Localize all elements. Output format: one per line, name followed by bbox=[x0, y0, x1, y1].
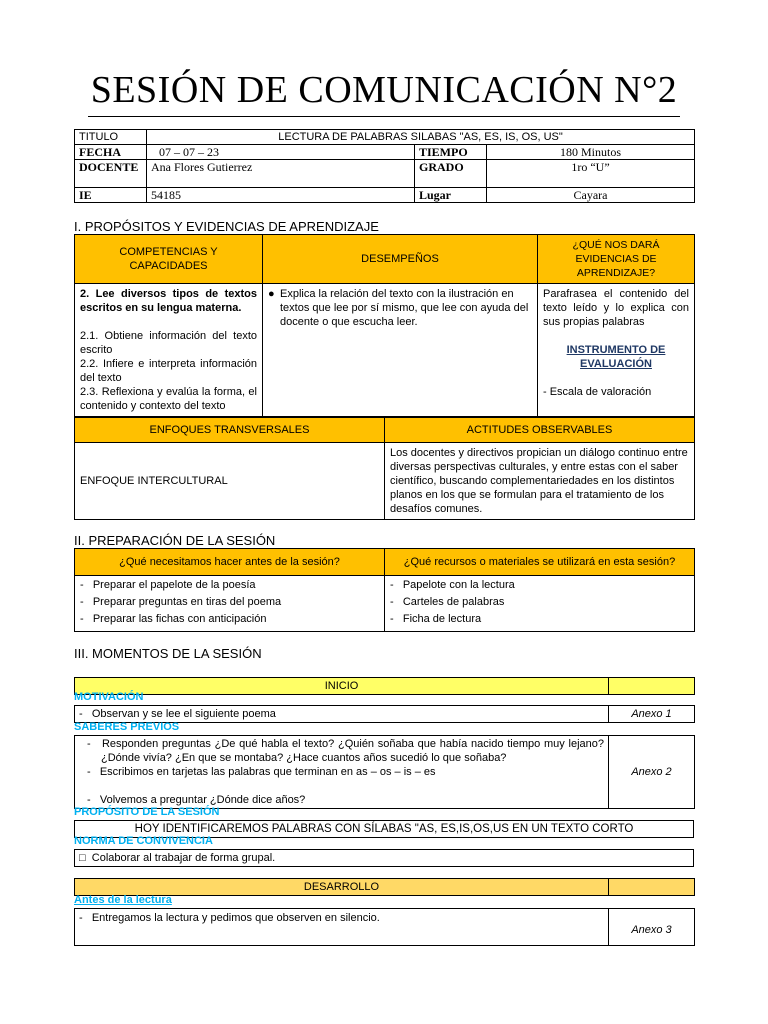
section1-heading: I. PROPÓSITOS Y EVIDENCIAS DE APRENDIZAJE bbox=[74, 219, 379, 234]
section3-heading: III. MOMENTOS DE LA SESIÓN bbox=[74, 646, 262, 661]
desempenos-header: DESEMPEÑOS bbox=[263, 235, 538, 284]
tiempo-label: TIEMPO bbox=[415, 145, 487, 160]
titulo-value: LECTURA DE PALABRAS SILABAS "AS, ES, IS, OS, US" bbox=[147, 130, 695, 145]
lugar-value: Cayara bbox=[487, 188, 695, 203]
ie-value: 54185 bbox=[147, 188, 415, 203]
fecha-value: 07 – 07 – 23 bbox=[147, 145, 415, 160]
anexo2-ref: Anexo 2 bbox=[609, 736, 695, 809]
session-info-table bbox=[74, 129, 695, 203]
evidencias-header: ¿QUÉ NOS DARÁ EVIDENCIAS DE APRENDIZAJE? bbox=[538, 235, 695, 284]
evidencia-text: Parafrasea el contenido del texto leído y lo explica con sus propias palabras bbox=[543, 288, 689, 328]
anexo3-ref: Anexo 3 bbox=[609, 909, 695, 946]
titulo-label: TITULO bbox=[75, 130, 147, 145]
instrumento-text: - Escala de valoración bbox=[543, 386, 652, 398]
recurso-item: - Carteles de palabras bbox=[390, 596, 505, 608]
lugar-label: Lugar bbox=[415, 188, 487, 203]
saberes-table bbox=[74, 735, 695, 809]
fecha-label: FECHA bbox=[75, 145, 147, 160]
antes-sesion-header: ¿Qué necesitamos hacer antes de la sesión? bbox=[75, 549, 385, 576]
title-underline bbox=[88, 116, 680, 117]
competencias-header: COMPETENCIAS Y CAPACIDADES bbox=[75, 235, 263, 284]
antes-lectura-item: - Entregamos la lectura y pedimos que observen en silencio. bbox=[75, 909, 609, 946]
instrumento-title: INSTRUMENTO DE EVALUACIÓN bbox=[566, 344, 666, 370]
enfoques-header: ENFOQUES TRANSVERSALES bbox=[75, 418, 385, 443]
proposito-label: PROPÓSITO DE LA SESIÓN bbox=[74, 806, 220, 818]
capacidad-item: 2.2. Infiere e interpreta información del texto bbox=[80, 358, 257, 384]
proposito-text: HOY IDENTIFICAREMOS PALABRAS CON SÍLABAS "AS, ES,IS,OS,US EN UN TEXTO CORTO bbox=[75, 821, 694, 838]
checkbox-icon: □ bbox=[79, 852, 86, 864]
recurso-item: - Papelote con la lectura bbox=[390, 579, 515, 591]
antes-item: - Preparar las fichas con anticipación bbox=[80, 613, 267, 625]
propositos-table bbox=[74, 234, 695, 417]
docente-value: Ana Flores Gutierrez bbox=[147, 160, 415, 188]
motivacion-item: - Observan y se lee el siguiente poema bbox=[75, 706, 609, 723]
tiempo-value: 180 Minutos bbox=[487, 145, 695, 160]
enfoque-text: ENFOQUE INTERCULTURAL bbox=[75, 443, 385, 520]
saberes-item: - Responden preguntas ¿De qué habla el texto? ¿Quién soñaba que había nacido tiempo muy lejano? ¿Dónde vivía? ¿En que se montaba? ¿Hace cuantos años sucedió lo que soñaba? bbox=[87, 738, 604, 764]
docente-label: DOCENTE bbox=[75, 160, 147, 188]
recursos-header: ¿Qué recursos o materiales se utilizará en esta sesión? bbox=[385, 549, 695, 576]
saberes-item: - Volvemos a preguntar ¿Dónde dice años? bbox=[87, 794, 306, 806]
inicio-header-table bbox=[74, 677, 695, 695]
page-title: SESIÓN DE COMUNICACIÓN N°2 bbox=[90, 69, 678, 111]
antes-lectura-table bbox=[74, 908, 695, 946]
competencia-text: 2. Lee diversos tipos de textos escritos en su lengua materna. bbox=[80, 288, 257, 314]
antes-lectura-label: Antes de la lectura bbox=[74, 894, 172, 906]
norma-table bbox=[74, 849, 694, 867]
desempeno-text: Explica la relación del texto con la ilustración en textos que lee por sí mismo, que lee con ayuda del docente o que escucha leer. bbox=[280, 288, 529, 328]
norma-item: □ Colaborar al trabajar de forma grupal. bbox=[75, 850, 694, 867]
saberes-label: SABERES PREVIOS bbox=[74, 721, 180, 733]
actitud-text: Los docentes y directivos propician un diálogo continuo entre diversas perspectivas culturales, y entre estas con el saber científico, buscando complementariedades en los distintos planos en los que se formulan para el tratamiento de los desafíos comunes. bbox=[385, 443, 695, 520]
inicio-header: INICIO bbox=[75, 678, 609, 695]
grado-value: 1ro “U” bbox=[487, 160, 695, 188]
bullet-icon: ● bbox=[268, 288, 275, 300]
preparacion-table bbox=[74, 548, 695, 632]
ie-label: IE bbox=[75, 188, 147, 203]
grado-label: GRADO bbox=[415, 160, 487, 188]
actitudes-header: ACTITUDES OBSERVABLES bbox=[385, 418, 695, 443]
section2-heading: II. PREPARACIÓN DE LA SESIÓN bbox=[74, 533, 276, 548]
recurso-item: - Ficha de lectura bbox=[390, 613, 482, 625]
enfoques-table bbox=[74, 417, 695, 520]
anexo1-ref: Anexo 1 bbox=[609, 706, 695, 723]
norma-label: NORMA DE CONVIVENCIA bbox=[74, 835, 213, 847]
desarrollo-header: DESARROLLO bbox=[75, 879, 609, 896]
antes-item: - Preparar preguntas en tiras del poema bbox=[80, 596, 282, 608]
capacidad-item: 2.3. Reflexiona y evalúa la forma, el contenido y contexto del texto bbox=[80, 386, 257, 412]
antes-item: - Preparar el papelote de la poesía bbox=[80, 579, 256, 591]
saberes-item: - Escribimos en tarjetas las palabras que terminan en as – os – is – es bbox=[87, 766, 436, 778]
motivacion-label: MOTIVACIÓN bbox=[74, 691, 144, 703]
capacidad-item: 2.1. Obtiene información del texto escrito bbox=[80, 330, 257, 356]
